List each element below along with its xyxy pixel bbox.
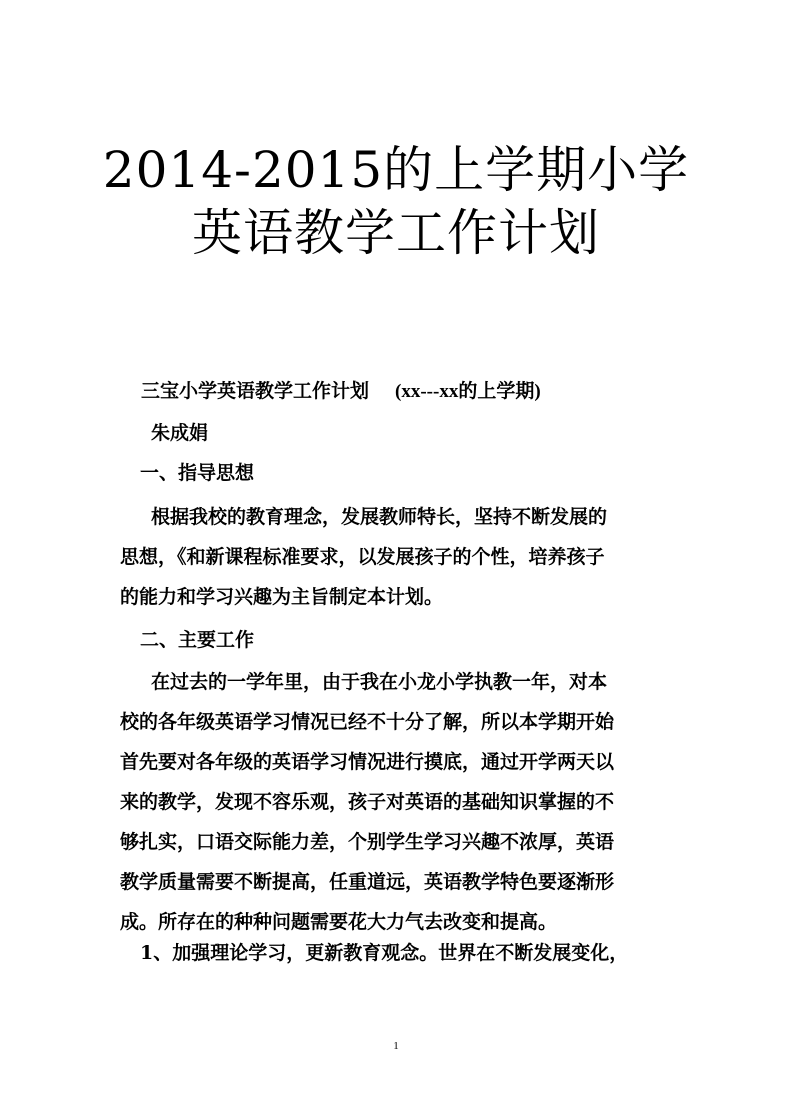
section-heading-main-work: 二、主要工作 [140, 629, 255, 651]
paragraph-line: 教学质量需要不断提高，任重道远，英语教学特色要逐渐形 [120, 871, 615, 893]
paragraph-line: 首先要对各年级的英语学习情况进行摸底，通过开学两天以 [120, 751, 615, 773]
subtitle-main: 三宝小学英语教学工作计划 [141, 380, 370, 402]
paragraph-line: 够扎实，口语交际能力差，个别学生学习兴趣不浓厚，英语 [120, 831, 615, 853]
list-item-1: 1、加强理论学习，更新教育观念。世界在不断发展变化， [140, 942, 629, 964]
paragraph-line: 的能力和学习兴趣为主旨制定本计划。 [120, 586, 444, 608]
paragraph-line: 思想，《和新课程标准要求，以发展孩子的个性，培养孩子 [120, 546, 605, 568]
paragraph-line: 根据我校的教育理念，发展教师特长，坚持不断发展的 [151, 506, 608, 528]
paragraph-line: 校的各年级英语学习情况已经不十分了解，所以本学期开始 [120, 711, 615, 733]
document-subtitle [141, 378, 541, 405]
page-number: 1 [393, 1040, 399, 1052]
paragraph-line: 来的教学，发现不容乐观，孩子对英语的基础知识掌握的不 [120, 791, 615, 813]
paragraph-main-work [120, 662, 680, 942]
document-title-line-1: 2014-2015的上学期小学 [102, 141, 690, 199]
subtitle-term: (xx---xx的上学期) [395, 381, 541, 402]
paragraph-guiding-ideology [120, 497, 680, 617]
paragraph-line: 在过去的一学年里，由于我在小龙小学执教一年，对本 [151, 671, 608, 693]
author-name: 朱成娟 [151, 422, 209, 444]
paragraph-line: 成。所存在的种种问题需要花大力气去改变和提高。 [120, 911, 558, 933]
section-heading-guiding-ideology: 一、指导思想 [140, 462, 255, 484]
document-title-line-2: 英语教学工作计划 [192, 204, 600, 262]
